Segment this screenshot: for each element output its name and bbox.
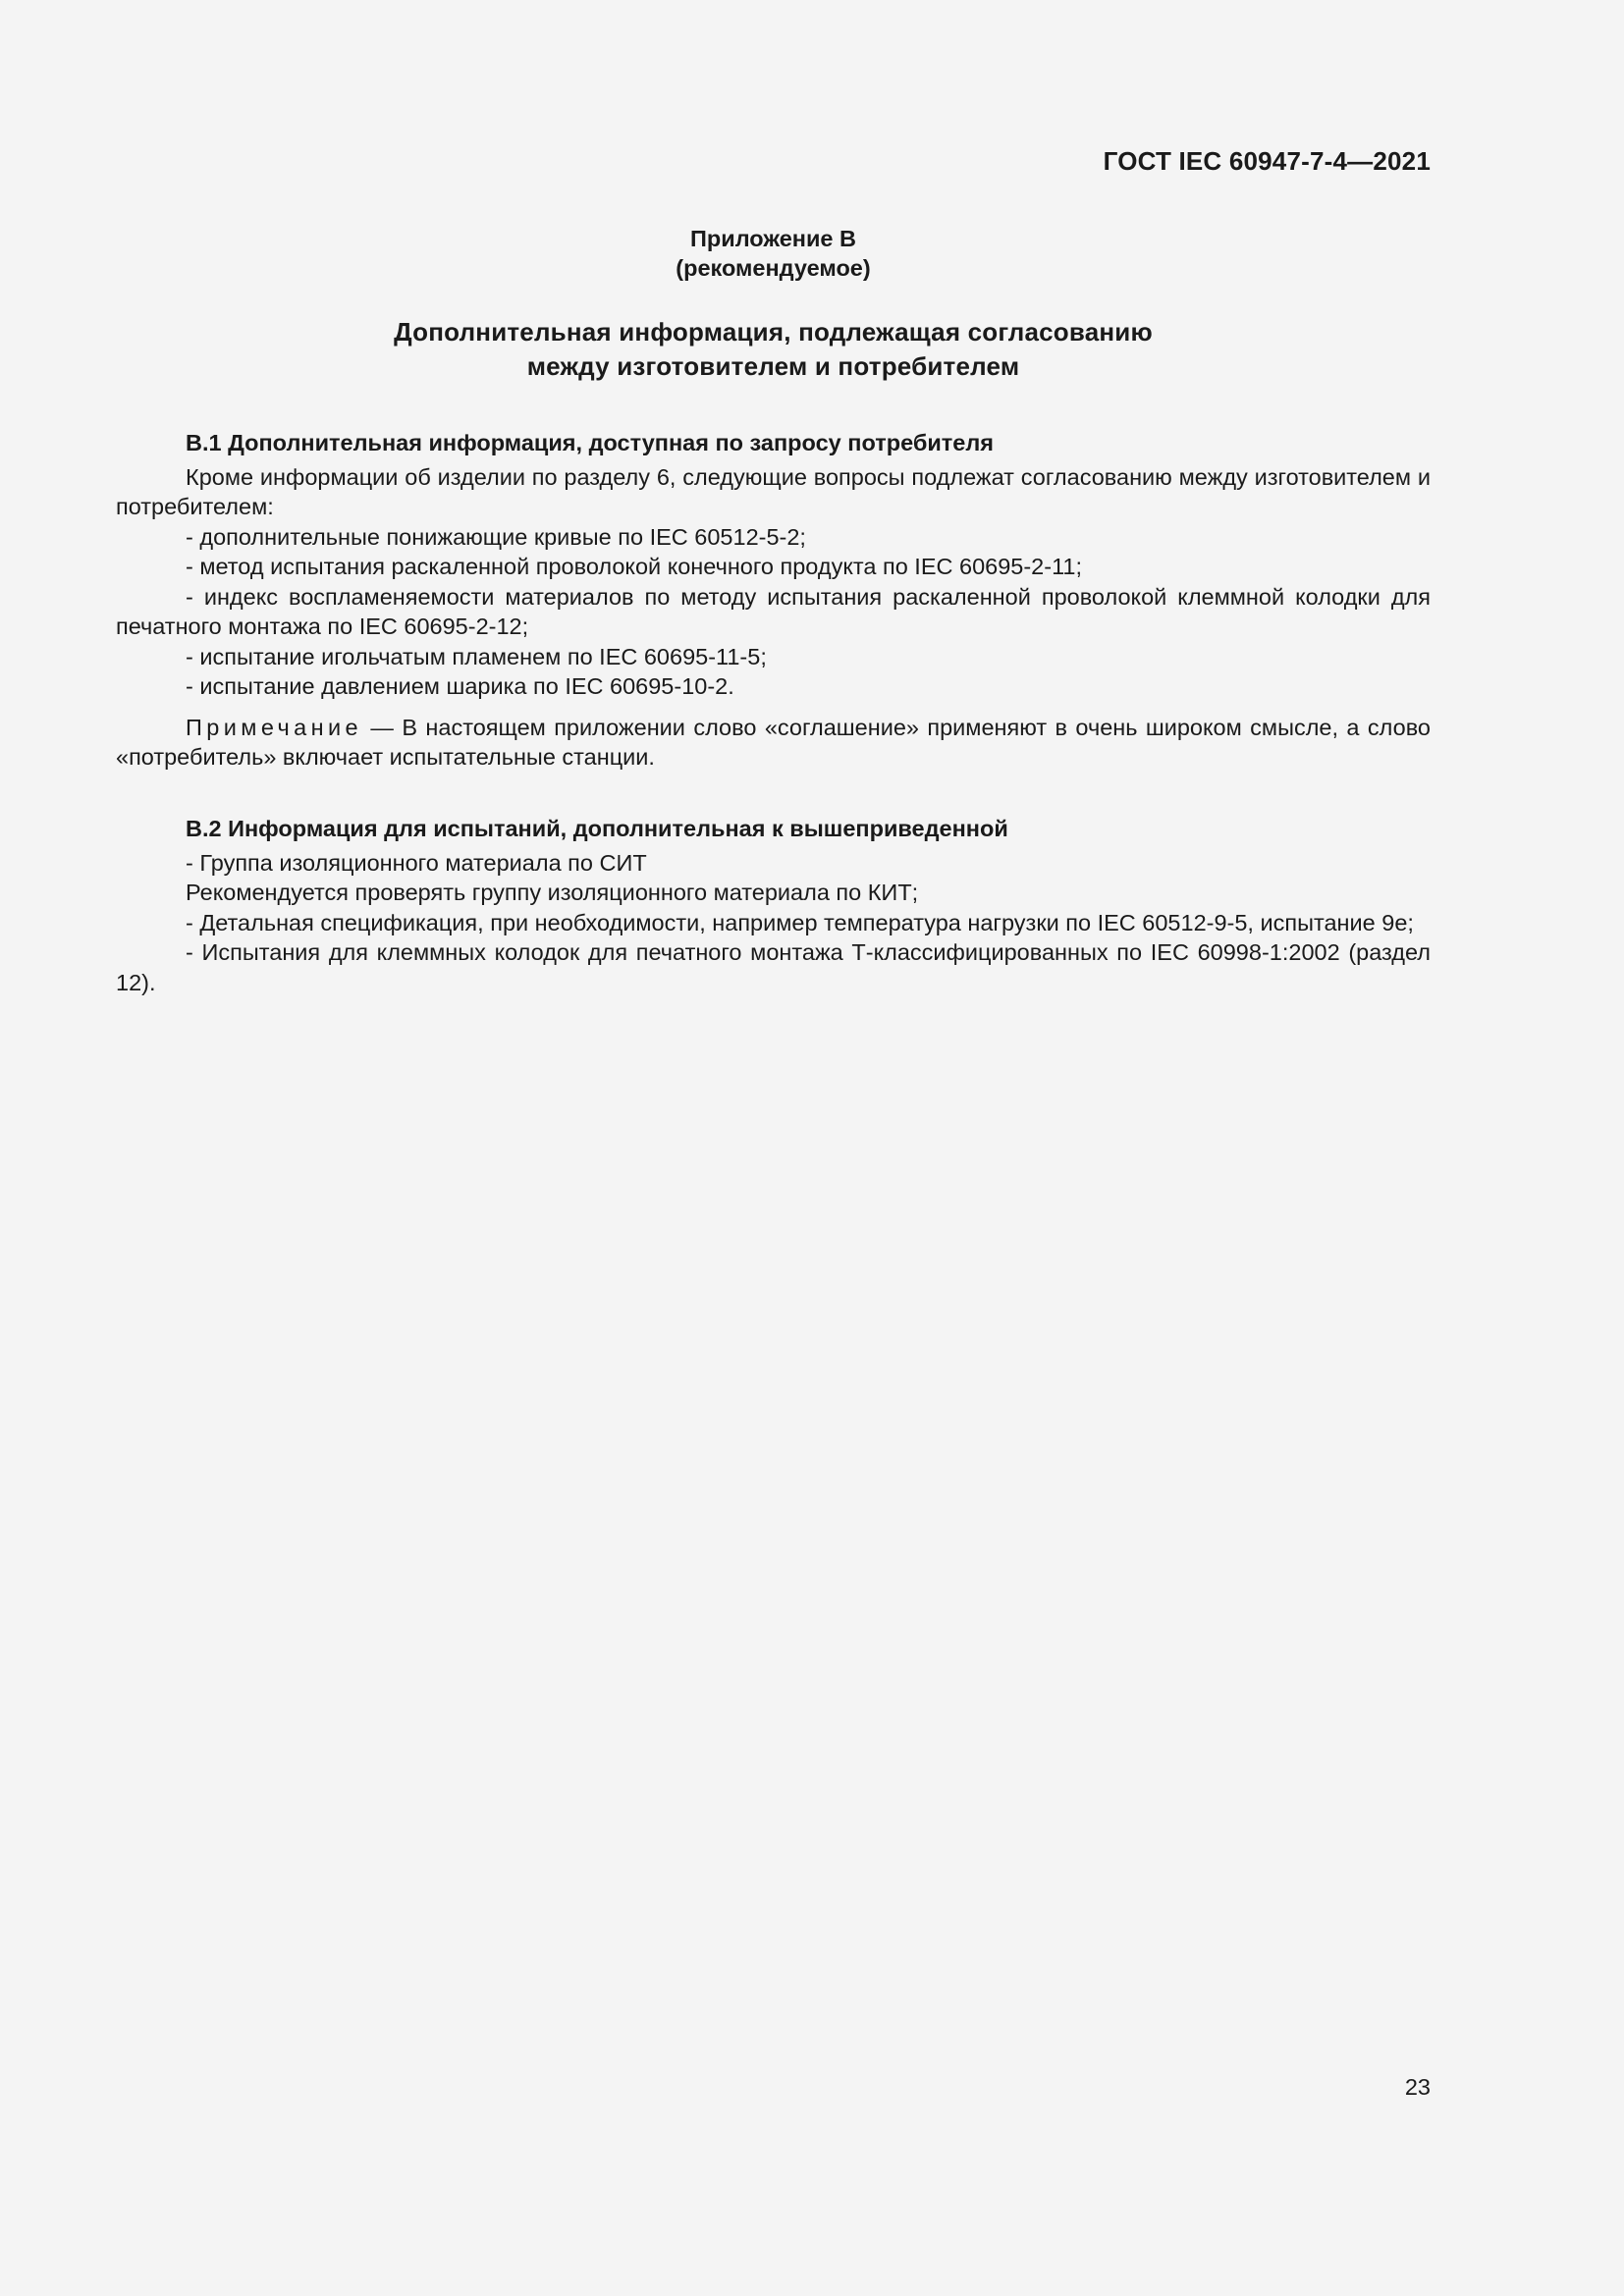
annex-title-line-1: Дополнительная информация, подлежащая согласованию: [394, 317, 1153, 347]
page-number: 23: [1404, 2074, 1431, 2100]
annex-status: (рекомендуемое): [676, 255, 871, 281]
list-item: Рекомендуется проверять группу изоляционного материала по КИТ;: [186, 880, 919, 905]
note-label: Примечание: [186, 714, 363, 740]
document-code: ГОСТ IEC 60947-7-4—2021: [1103, 146, 1431, 176]
annex-title-line-2: между изготовителем и потребителем: [526, 351, 1020, 381]
note-text: — В настоящем приложении слово «соглашение» применяют в очень широком смысле, а слово «потребитель» включает испытательные станции.: [116, 714, 1431, 770]
document-page: [116, 0, 1431, 2296]
section-b2: [116, 814, 1431, 997]
list-item: - Испытания для клеммных колодок для печатного монтажа Т-классифицированных по IEC 60998-1:2002 (раздел 12).: [116, 939, 1431, 995]
list-item: - Группа изоляционного материала по СИТ: [186, 849, 647, 876]
note: [116, 713, 1431, 773]
list-item: - метод испытания раскаленной проволокой конечного продукта по IEC 60695-2-11;: [186, 554, 1082, 579]
list-item: - испытание игольчатым пламенем по IEC 60695-11-5;: [186, 643, 767, 669]
section-b1-heading: В.1 Дополнительная информация, доступная по запросу потребителя: [186, 430, 995, 455]
section-b1: [116, 428, 1431, 773]
list-item: - испытание давлением шарика по IEC 60695-10-2.: [186, 673, 734, 699]
list-item: - дополнительные понижающие кривые по IEC 60512-5-2;: [186, 523, 806, 550]
annex-heading: [116, 224, 1431, 283]
annex-title: [116, 315, 1431, 384]
annex-label: Приложение В: [690, 226, 856, 251]
list-item: - индекс воспламеняемости материалов по методу испытания раскаленной проволокой клеммной колодки для печатного монтажа по IEC 60695-2-12;: [116, 583, 1431, 639]
list-item: - Детальная спецификация, при необходимости, например температура нагрузки по IEC 60512-9-5, испытание 9е;: [186, 909, 1414, 935]
section-b2-heading: В.2 Информация для испытаний, дополнительная к вышеприведенной: [186, 816, 1008, 841]
section-b1-intro: Кроме информации об изделии по разделу 6, следующие вопросы подлежат согласованию между изготовителем и потребителем:: [116, 463, 1431, 519]
